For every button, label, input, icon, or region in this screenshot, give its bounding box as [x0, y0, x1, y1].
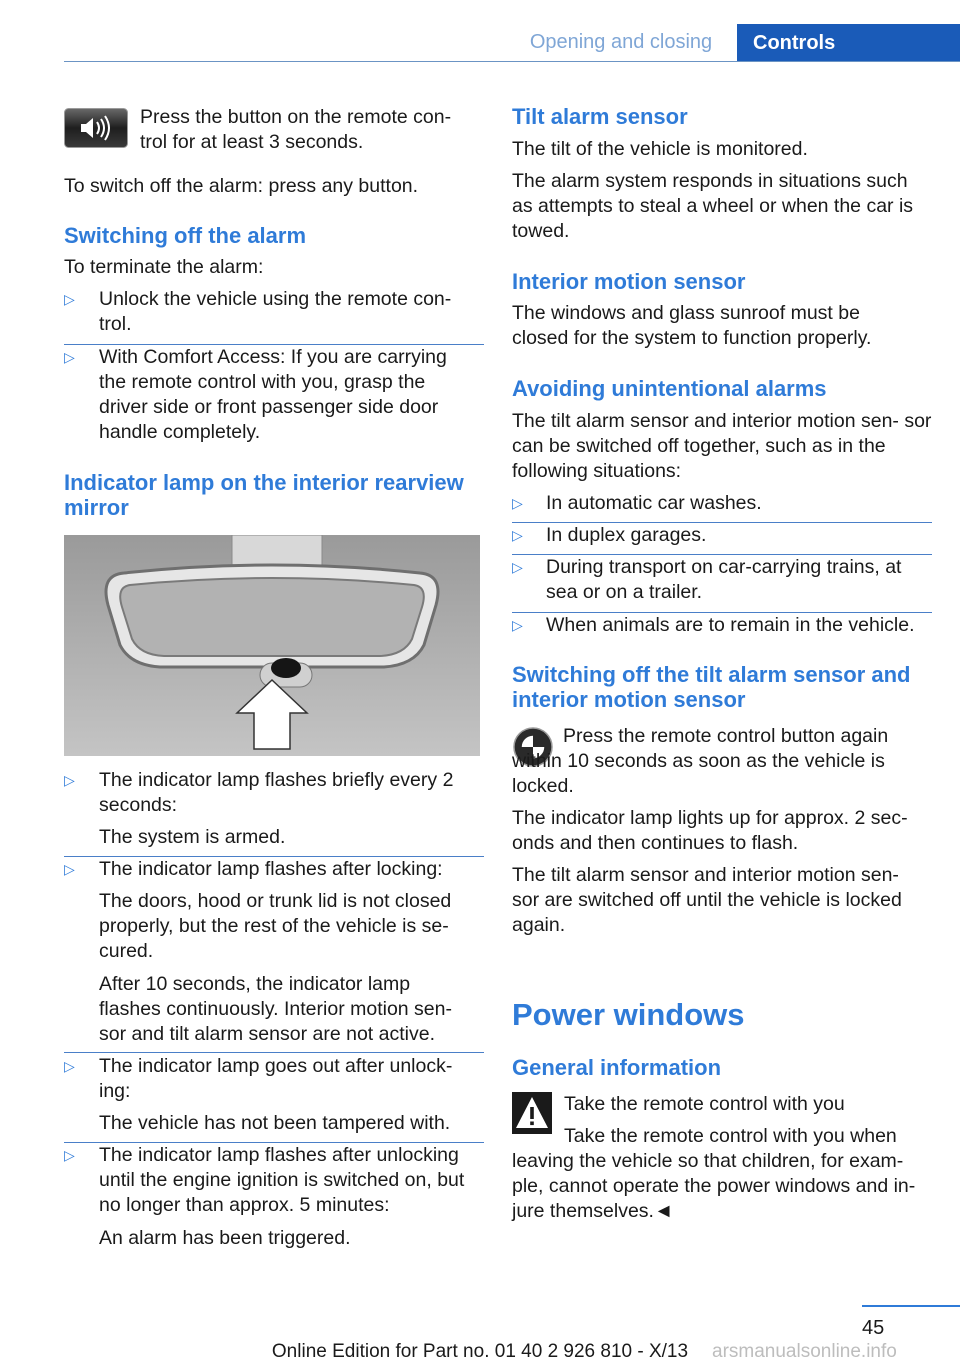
switch-tilt-text-2: The indicator lamp lights up for approx. 2 sec‐ onds and then continues to flash. — [512, 807, 908, 854]
bullet-icon: ▷ — [64, 772, 75, 788]
switch-tilt-text-1: Press the remote control button again within 10 seconds as soon as the vehicle is locked. — [512, 725, 889, 797]
list-divider — [64, 1052, 484, 1053]
heading-general-information: General information — [512, 1055, 722, 1080]
list-item: In automatic car washes. — [546, 492, 762, 514]
list-item-detail: An alarm has been triggered. — [99, 1227, 351, 1249]
list-item-detail: The doors, hood or trunk lid is not closed properly, but the rest of the vehicle is se‐ cured. — [99, 890, 452, 962]
list-item-detail: After 10 seconds, the indicator lamp flashes continuously. Interior motion sen‐ sor and tilt alarm sensor are not active. — [99, 973, 452, 1045]
heading-interior-motion-sensor: Interior motion sensor — [512, 269, 746, 294]
rearview-mirror-illustration — [64, 535, 480, 756]
bullet-icon: ▷ — [512, 495, 523, 511]
terminate-intro: To terminate the alarm: — [64, 256, 264, 278]
horn-instruction-text: Press the button on the remote con‐ trol for at least 3 seconds. — [140, 106, 452, 153]
footer-divider — [862, 1305, 960, 1307]
list-item: In duplex garages. — [546, 524, 707, 546]
heading-switching-off-tilt-sensor: Switching off the tilt alarm sensor and interior motion sensor — [512, 662, 911, 712]
footer-edition-text: Online Edition for Part no. 01 40 2 926 810 - X/13 — [271, 1341, 689, 1362]
switch-off-instruction: To switch off the alarm: press any button. — [64, 175, 419, 197]
list-item: When animals are to remain in the vehicle. — [546, 614, 915, 636]
warning-title: Take the remote control with you — [564, 1093, 845, 1115]
bullet-icon: ▷ — [64, 291, 75, 307]
bullet-icon: ▷ — [512, 617, 523, 633]
heading-avoiding-alarms: Avoiding unintentional alarms — [512, 376, 827, 401]
list-item: With Comfort Access: If you are carrying the remote control with you, grasp the driver side or front passenger side door handle completely. — [99, 346, 447, 443]
bullet-icon: ▷ — [64, 861, 75, 877]
list-item: The indicator lamp flashes after locking: — [99, 858, 443, 880]
tilt-text-1: The tilt of the vehicle is monitored. — [512, 138, 808, 160]
list-item: The indicator lamp flashes briefly every 2 seconds: — [99, 769, 454, 816]
heading-switching-off-alarm: Switching off the alarm — [64, 223, 307, 248]
header-section-title: Opening and closing — [529, 31, 713, 53]
switch-tilt-text-3: The tilt alarm sensor and interior motion sen‐ sor are switched off until the vehicle is locked again. — [512, 864, 902, 936]
tilt-text-2: The alarm system responds in situations such as attempts to steal a wheel or when the car is towed. — [512, 170, 914, 242]
list-item: Unlock the vehicle using the remote con‐ trol. — [99, 288, 452, 335]
horn-button-icon — [64, 108, 128, 148]
list-item-detail: The vehicle has not been tampered with. — [99, 1112, 451, 1134]
list-item-detail: The system is armed. — [99, 826, 286, 848]
heading-power-windows: Power windows — [512, 997, 745, 1032]
heading-tilt-alarm-sensor: Tilt alarm sensor — [512, 104, 688, 129]
bullet-icon: ▷ — [64, 1058, 75, 1074]
interior-text: The windows and glass sunroof must be closed for the system to function properly. — [512, 302, 872, 349]
bullet-icon: ▷ — [512, 559, 523, 575]
heading-indicator-lamp: Indicator lamp on the interior rearview mirror — [64, 470, 464, 520]
header-chapter-tab: Controls — [737, 24, 960, 62]
bullet-icon: ▷ — [64, 1147, 75, 1163]
header-divider — [64, 61, 960, 62]
page-number: 45 — [862, 1317, 885, 1339]
avoid-text: The tilt alarm sensor and interior motion sen‐ sor can be switched off together, such as in the following situations: — [512, 410, 932, 482]
list-item: During transport on car-carrying trains, at sea or on a trailer. — [546, 556, 902, 603]
list-item: The indicator lamp flashes after unlocking until the engine ignition is switched on, but no longer than approx. 5 minutes: — [99, 1144, 465, 1216]
watermark-text: arsmanualsonline.info — [712, 1341, 897, 1362]
list-item: The indicator lamp goes out after unlock‐ ing: — [99, 1055, 453, 1102]
bullet-icon: ▷ — [512, 527, 523, 543]
warning-text: Take the remote control with you when leaving the vehicle so that children, for exam‐ ple, cannot operate the power windows and in‐ jure themselves.◄ — [512, 1125, 916, 1222]
bullet-icon: ▷ — [64, 349, 75, 365]
